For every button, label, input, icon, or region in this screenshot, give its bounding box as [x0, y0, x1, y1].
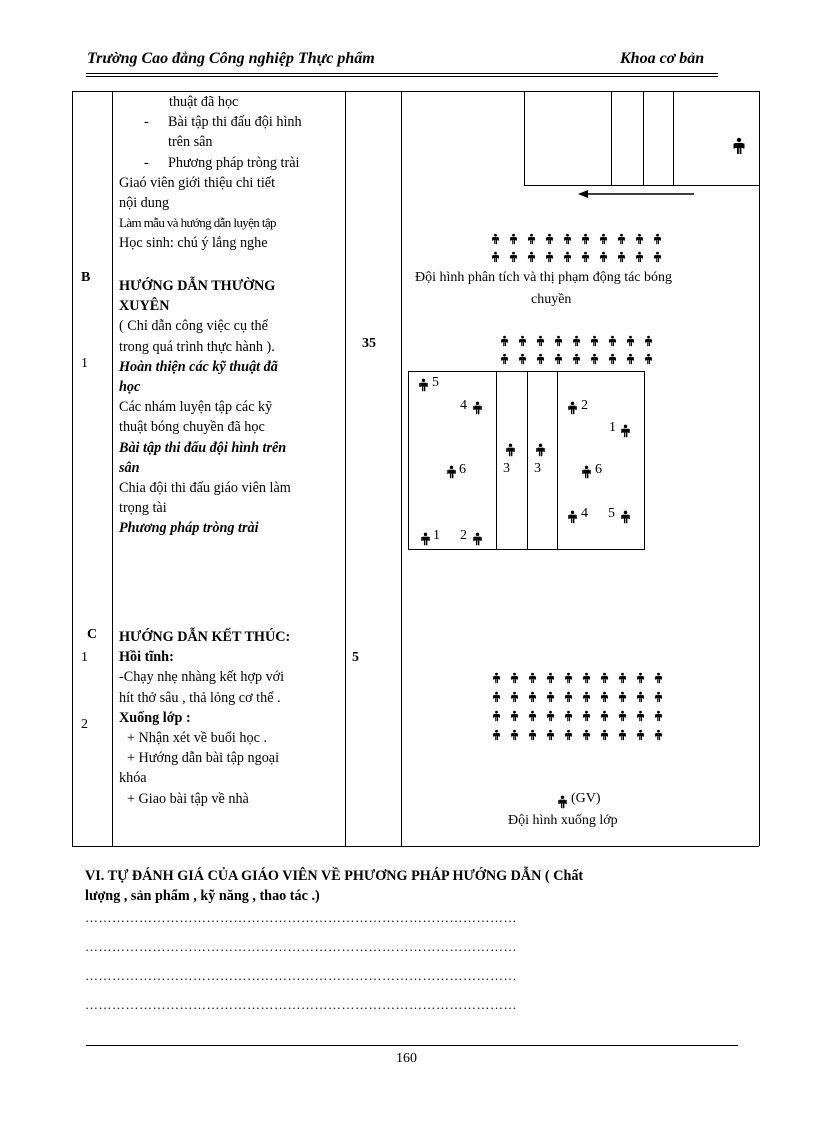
xuong-lop: Xuống lớp :: [119, 709, 191, 726]
person-icon: [582, 710, 591, 722]
person-icon: [626, 335, 635, 347]
person-icon: [510, 710, 519, 722]
dotted-line-4: ……………………………………………………………………………………: [85, 997, 517, 1012]
section-6-title: [85, 866, 583, 906]
person-icon: [635, 251, 644, 263]
person-icon: [528, 710, 537, 722]
content-column: [119, 92, 343, 254]
person-icon: [527, 233, 536, 245]
person-icon: [563, 233, 572, 245]
person-icon: [472, 532, 483, 546]
person-icon: [654, 672, 663, 684]
section-num-b1: 1: [81, 356, 88, 371]
person-icon: [618, 691, 627, 703]
dotted-line-2: ……………………………………………………………………………………: [85, 939, 517, 954]
player-1-left: 1: [433, 528, 440, 543]
person-icon: [620, 510, 631, 524]
header-faculty: Khoa cơ bản: [620, 50, 705, 67]
person-icon: [582, 672, 591, 684]
person-icon: [536, 353, 545, 365]
section-num-c2: 2: [81, 717, 88, 732]
person-icon: [500, 353, 509, 365]
person-icon: [617, 251, 626, 263]
court-net: [527, 371, 528, 549]
person-icon: [600, 672, 609, 684]
person-icon: [653, 251, 662, 263]
section-num-c1: 1: [81, 650, 88, 665]
section-6-title-l1: VI. TỰ ĐÁNH GIÁ CỦA GIÁO VIÊN VỀ PHƯƠNG PHÁP HƯỚNG DẪN ( Chất: [85, 868, 584, 884]
person-icon: [618, 729, 627, 741]
hd-thuong-xuyen-cont: XUYÊN: [119, 298, 170, 315]
huong-dan-bt-cont: khóa: [119, 770, 147, 787]
player-6-left: 6: [459, 462, 466, 477]
teacher-person-icon: [557, 795, 568, 809]
person-icon: [518, 353, 527, 365]
person-icon: [554, 353, 563, 365]
bai-tap-doi-hinh-cont: sân: [119, 459, 140, 476]
person-icon: [545, 233, 554, 245]
chay-nhe: -Chạy nhẹ nhàng kết hợp với: [119, 669, 285, 686]
person-icon: [600, 710, 609, 722]
court-line-a: [611, 91, 612, 186]
section-label-c: C: [87, 627, 98, 642]
hd-sub-cont: trong quá trình thực hành ).: [119, 338, 275, 355]
person-icon: [528, 672, 537, 684]
person-icon: [644, 335, 653, 347]
court-line-c: [673, 91, 674, 186]
teacher-intro: Giaó viên giới thiệu chi tiết: [119, 174, 276, 191]
court-partial: [524, 91, 759, 186]
person-icon: [567, 401, 578, 415]
person-icon: [546, 710, 555, 722]
teacher-label: (GV): [571, 791, 601, 806]
person-icon: [518, 335, 527, 347]
chay-nhe-cont: hít thở sâu , thả lỏng cơ thể .: [119, 689, 281, 706]
player-1-right: 1: [609, 420, 616, 435]
person-icon: [509, 251, 518, 263]
time-c: 5: [352, 650, 359, 665]
bullet3: - Phương pháp tròng trài: [144, 154, 300, 171]
person-icon: [446, 465, 457, 479]
court-attack-line-right: [557, 371, 558, 549]
person-icon: [510, 691, 519, 703]
player-4-right: 4: [581, 506, 588, 521]
hd-sub: ( Chỉ dẫn công việc cụ thể: [119, 318, 268, 335]
chia-doi-cont: trọng tài: [119, 500, 167, 517]
huong-dan-bt: + Hướng dẫn bài tập ngoại: [127, 750, 280, 767]
player-3-left: 3: [503, 461, 510, 476]
person-icon: [420, 532, 431, 546]
person-icon: [582, 691, 591, 703]
caption-1: Đội hình phân tích và thị phạm động tác bóng: [415, 270, 673, 285]
player-3-right: 3: [534, 461, 541, 476]
person-icon: [509, 233, 518, 245]
person-icon: [554, 335, 563, 347]
caption-2: Đội hình xuống lớp: [508, 813, 618, 828]
student-text: Học sinh: chú ý lắng nghe: [119, 235, 268, 252]
person-icon: [545, 251, 554, 263]
person-icon: [635, 233, 644, 245]
section-label-b: B: [81, 270, 91, 285]
bai-tap-doi-hinh: Bài tập thi đấu đội hình trên: [119, 439, 287, 456]
hoan-thien-cont: học: [119, 379, 141, 396]
person-icon: [636, 672, 645, 684]
nham-text: Các nhám luyện tập các kỹ: [119, 399, 273, 416]
person-icon: [546, 691, 555, 703]
bullet1-cont: thuật đã học: [169, 94, 239, 110]
person-icon: [567, 510, 578, 524]
person-icon: [528, 691, 537, 703]
player-2-right: 2: [581, 398, 588, 413]
chia-doi: Chia đội thi đấu giáo viên làm: [119, 480, 291, 497]
person-icon: [618, 672, 627, 684]
page-number: 160: [396, 1051, 417, 1066]
court-line-b: [643, 91, 644, 186]
person-icon: [492, 691, 501, 703]
time-b: 35: [362, 336, 376, 351]
player-4-left: 4: [460, 398, 467, 413]
person-icon: [636, 710, 645, 722]
person-icon: [654, 710, 663, 722]
person-icon: [472, 401, 483, 415]
bullet2-cont: trên sân: [168, 134, 213, 151]
person-icon: [636, 691, 645, 703]
content-column-c: [119, 627, 343, 809]
player-5-left: 5: [432, 375, 439, 390]
section-6-title-l2: lượng , sản phẩm , kỹ năng , thao tác .): [85, 888, 320, 904]
person-icon: [626, 353, 635, 365]
person-icon: [510, 672, 519, 684]
person-icon: [654, 691, 663, 703]
player-5-right: 5: [608, 506, 615, 521]
footer-rule: [86, 1045, 738, 1046]
person-icon: [617, 233, 626, 245]
giao-bai-tap: + Giao bài tập về nhà: [127, 790, 249, 807]
phuong-phap: Phương pháp tròng trài: [119, 520, 259, 537]
person-icon: [620, 424, 631, 438]
hoi-tinh: Hồi tĩnh:: [119, 649, 174, 666]
person-icon: [564, 691, 573, 703]
dotted-line-3: ……………………………………………………………………………………: [85, 968, 517, 983]
hoan-thien: Hoàn thiện các kỹ thuật đã: [119, 358, 278, 375]
person-icon: [599, 233, 608, 245]
person-icon: [492, 710, 501, 722]
player-2-left: 2: [460, 528, 467, 543]
arrow-left-icon: [578, 188, 696, 200]
person-icon: [600, 691, 609, 703]
person-icon: [535, 443, 546, 457]
person-icon: [546, 672, 555, 684]
content-column-b: [119, 276, 343, 539]
person-icon: [500, 335, 509, 347]
header-school: Trường Cao đẳng Công nghiệp Thực phẩm: [87, 50, 375, 67]
person-icon: [510, 729, 519, 741]
person-icon: [654, 729, 663, 741]
person-icon: [653, 233, 662, 245]
person-icon: [590, 353, 599, 365]
person-icon: [491, 233, 500, 245]
caption-1-cont: chuyền: [531, 292, 572, 307]
person-icon: [581, 465, 592, 479]
person-icon: [590, 335, 599, 347]
teacher-intro-cont: nội dung: [119, 195, 170, 212]
person-icon: [528, 729, 537, 741]
person-icon: [636, 729, 645, 741]
person-icon: [581, 251, 590, 263]
person-icon: [608, 353, 617, 365]
hd-ket-thuc: HƯỚNG DẪN KẾT THÚC:: [119, 629, 291, 645]
person-icon: [599, 251, 608, 263]
player-6-right: 6: [595, 462, 602, 477]
person-icon: [582, 729, 591, 741]
dotted-line-1: ……………………………………………………………………………………: [85, 910, 517, 925]
person-icon: [572, 335, 581, 347]
person-icon: [546, 729, 555, 741]
person-icon: [564, 729, 573, 741]
header-rule: [86, 73, 718, 74]
demo-text: Làm mẫu và hướng dẫn luyện tập: [119, 215, 276, 231]
person-icon: [492, 672, 501, 684]
person-icon: [563, 251, 572, 263]
nham-text-cont: thuật bóng chuyền đã học: [119, 419, 265, 436]
person-icon: [618, 710, 627, 722]
bullet2: - Bài tập thi đấu đội hình: [144, 114, 302, 131]
person-icon: [564, 672, 573, 684]
nhan-xet: + Nhận xét về buổi học .: [127, 730, 267, 747]
person-icon: [564, 710, 573, 722]
person-icon: [572, 353, 581, 365]
person-icon: [527, 251, 536, 263]
person-icon: [492, 729, 501, 741]
person-icon: [608, 335, 617, 347]
person-icon: [505, 443, 516, 457]
person-icon: [536, 335, 545, 347]
court-attack-line-left: [496, 371, 497, 549]
person-icon: [491, 251, 500, 263]
person-icon: [644, 353, 653, 365]
header-rule-2: [86, 76, 718, 77]
person-icon: [600, 729, 609, 741]
person-icon: [418, 378, 429, 392]
person-icon: [581, 233, 590, 245]
hd-thuong-xuyen: HƯỚNG DẪN THƯỜNG: [119, 278, 276, 294]
person-icon: [732, 137, 746, 155]
